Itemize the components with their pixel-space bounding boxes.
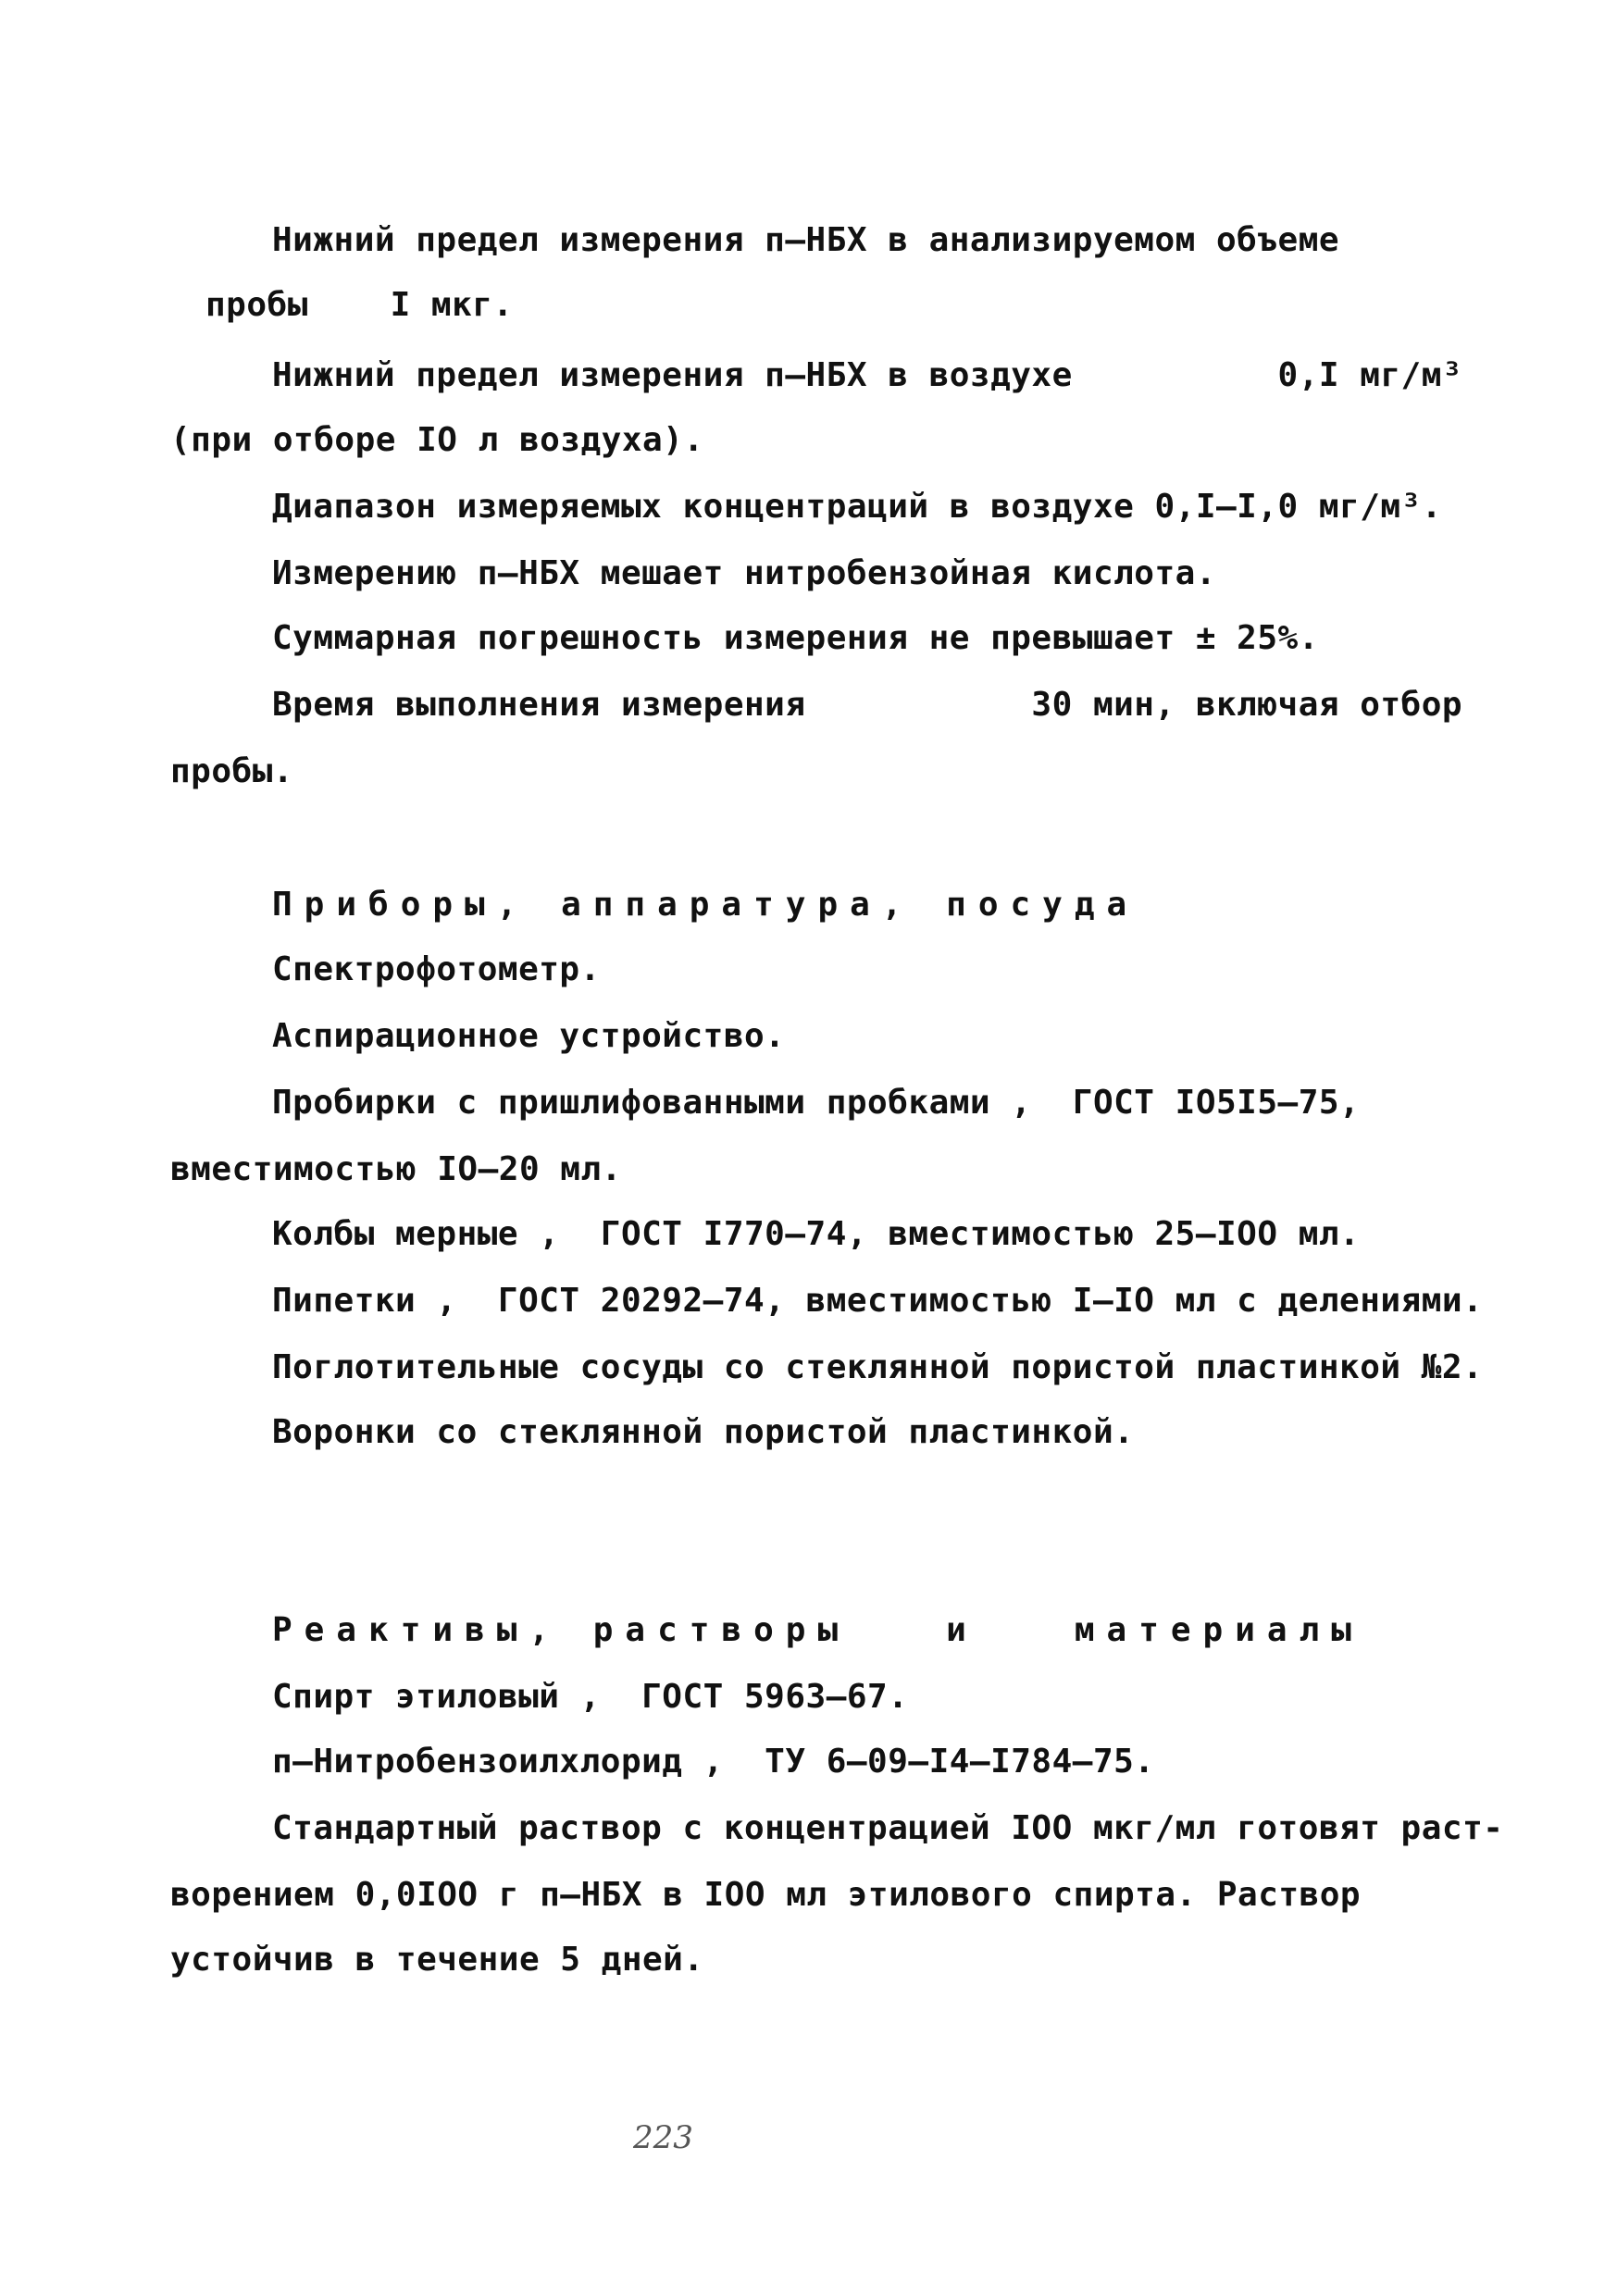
- text-line: Диапазон измеряемых концентраций в воздухе 0,I–I,0 мг/м³.: [272, 488, 1442, 526]
- section-heading: Приборы, аппаратура, посуда: [272, 886, 1139, 924]
- text-line: Нижний предел измерения п–НБХ в анализируемом объеме: [272, 221, 1340, 259]
- text-line: пробы I мкг.: [205, 286, 514, 324]
- text-line: (при отборе IO л воздуха).: [170, 421, 704, 459]
- text-line: Стандартный раствор с концентрацией IOO мкг/мл готовят раст-: [272, 1809, 1504, 1847]
- list-item: п–Нитробензоилхлорид , ТУ 6–09–I4–I784–75.: [272, 1743, 1155, 1781]
- list-item: Пипетки , ГОСТ 20292–74, вместимостью I–IO мл с делениями.: [272, 1282, 1484, 1320]
- text-line: Нижний предел измерения п–НБХ в воздухе 0,I мг/м³: [272, 356, 1463, 394]
- section-heading: Реактивы, растворы и материалы: [272, 1611, 1363, 1649]
- text-line: Измерению п–НБХ мешает нитробензойная кислота.: [272, 554, 1216, 592]
- text-line: пробы.: [170, 752, 294, 790]
- list-item: Поглотительные сосуды со стеклянной пористой пластинкой №2.: [272, 1348, 1484, 1386]
- list-item: Воронки со стеклянной пористой пластинкой.: [272, 1413, 1135, 1451]
- text-line: Суммарная погрешность измерения не превышает ± 25%.: [272, 619, 1319, 657]
- text-line: устойчив в течение 5 дней.: [170, 1941, 704, 1979]
- list-item: Спектрофотометр.: [272, 950, 601, 988]
- page-number: 223: [633, 2119, 693, 2156]
- list-item: Спирт этиловый , ГОСТ 5963–67.: [272, 1678, 909, 1716]
- list-item: Аспирационное устройство.: [272, 1017, 786, 1055]
- list-item: Пробирки с пришлифованными пробками , ГОСТ IO5I5–75,: [272, 1084, 1361, 1122]
- list-item: вместимостью IO–20 мл.: [170, 1150, 622, 1188]
- text-line: ворением 0,0IOO г п–НБХ в IOO мл этилового спирта. Раствор: [170, 1876, 1362, 1914]
- text-line: Время выполнения измерения 30 мин, включая отбор: [272, 686, 1463, 724]
- list-item: Колбы мерные , ГОСТ I770–74, вместимостью 25–IOO мл.: [272, 1215, 1361, 1253]
